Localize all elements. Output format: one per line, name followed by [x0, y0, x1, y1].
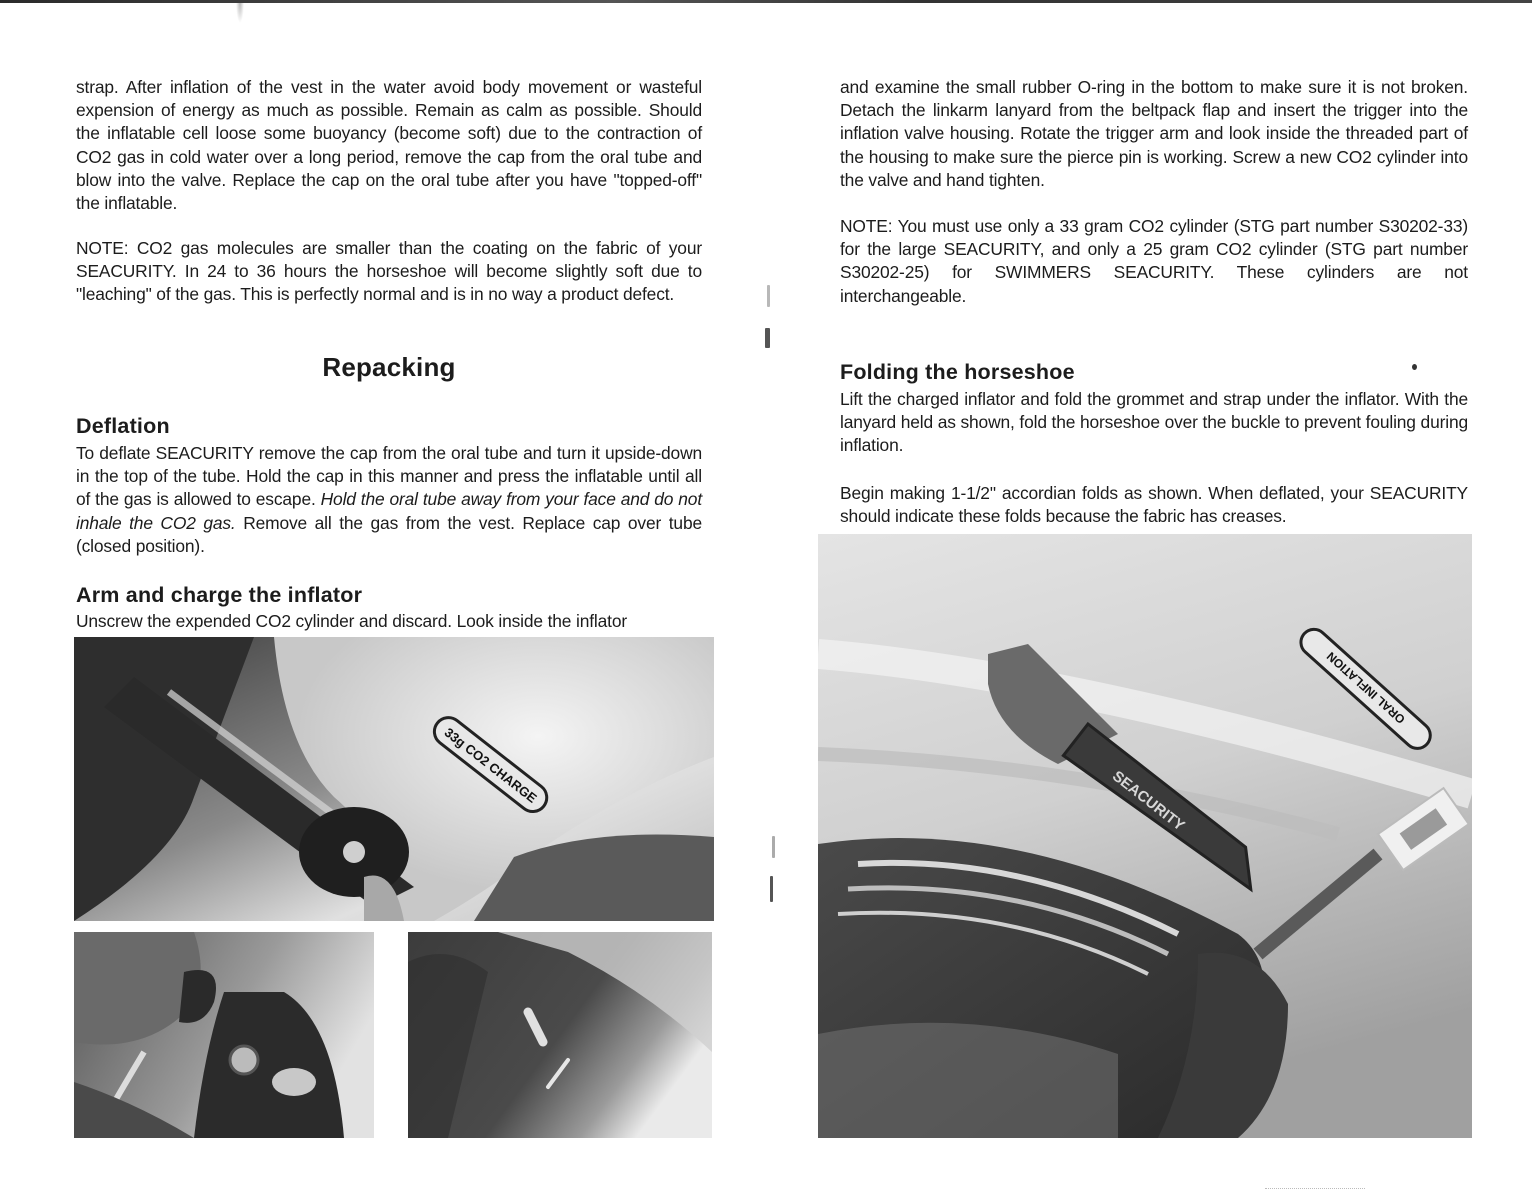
paragraph-cylinder-note: NOTE: You must use only a 33 gram CO2 cylinder (STG part number S30202-33) for the large SEACURITY, and only a 25 gram CO2 cylinder (STG part number S30202-25) for SWIMMERS SEACURITY. These cylinders are not interchangeable. [840, 216, 1468, 306]
scan-speck [1412, 364, 1417, 370]
scan-artifact [1265, 1188, 1365, 1190]
paragraph-inflation-continuation: strap. After inflation of the vest in the water avoid body movement or wasteful expension of energy as much as possible. Remain as calm as possible. Should the inflatable cell loose some buoyancy (become soft) due to the contraction of CO2 gas in cold water over a long period, remove the cap from the oral tube and blow into the valve. Replace the cap on the oral tube after you have "topped-off" the inflatable. [76, 77, 702, 214]
photo-accordion-folds-image [818, 534, 1472, 1138]
scan-top-edge [0, 0, 1532, 3]
heading-arm-charge: Arm and charge the inflator [76, 583, 363, 607]
scan-artifact [236, 3, 244, 23]
paragraph-co2-note: NOTE: CO2 gas molecules are smaller than the coating on the fabric of your SEACURITY. In 24 to 36 hours the horseshoe will become slightly soft due to "leaching" of the gas. This is perfectly normal and is in no way a product defect. [76, 238, 702, 305]
photo-inflator-trigger [74, 637, 714, 921]
patch-label-co2: 33g CO2 CHARGE [441, 724, 540, 806]
heading-deflation: Deflation [76, 414, 170, 438]
gutter-mark [772, 836, 775, 858]
photo-inflator-trigger-image [74, 637, 714, 921]
heading-folding-horseshoe: Folding the horseshoe [840, 360, 1075, 384]
paragraph-arm-charge: Unscrew the expended CO2 cylinder and discard. Look inside the inflator [76, 611, 627, 631]
gutter-mark [765, 328, 770, 348]
deflation-text-end: Remove all the gas from the vest. Replace cap over tube (closed position). [76, 512, 702, 556]
gutter-mark [767, 285, 770, 307]
deflation-warning: Hold the oral tube away from your face and do not inhale the CO2 gas. [76, 489, 702, 533]
photo-accordion-folds [818, 534, 1472, 1138]
patch-label-oral-inflation: ORAL INFLATION [1323, 649, 1408, 727]
deflation-text: To deflate SEACURITY remove the cap from the oral tube and turn it upside-down in the top of the tube. Hold the cap in this manner and press the inflatable until all of the gas is allowed to escape. [76, 443, 702, 510]
section-title-repacking: Repacking [322, 352, 456, 382]
photo-valve-housing [74, 932, 374, 1138]
patch-label-seacurity: SEACURITY [1109, 767, 1188, 835]
paragraph-oring-inspection: and examine the small rubber O-ring in the bottom to make sure it is not broken. Detach the linkarm lanyard from the beltpack flap and insert the trigger into the inflation valve housing. Rotate the trigger arm and look inside the threaded part of the housing to make sure the pierce pin is working. Screw a new CO2 cylinder into the valve and hand tighten. [840, 77, 1468, 190]
gutter-mark [770, 876, 773, 902]
paragraph-deflation [76, 442, 702, 558]
photo-valve-housing-image [74, 932, 374, 1138]
photo-pierce-pin [408, 932, 712, 1138]
paragraph-accordion-folds: Begin making 1-1/2" accordian folds as shown. When deflated, your SEACURITY should indicate these folds because the fabric has creases. [840, 483, 1468, 527]
photo-pierce-pin-image [408, 932, 712, 1138]
paragraph-folding: Lift the charged inflator and fold the grommet and strap under the inflator. With the lanyard held as shown, fold the horseshoe over the buckle to prevent fouling during inflation. [840, 389, 1468, 456]
